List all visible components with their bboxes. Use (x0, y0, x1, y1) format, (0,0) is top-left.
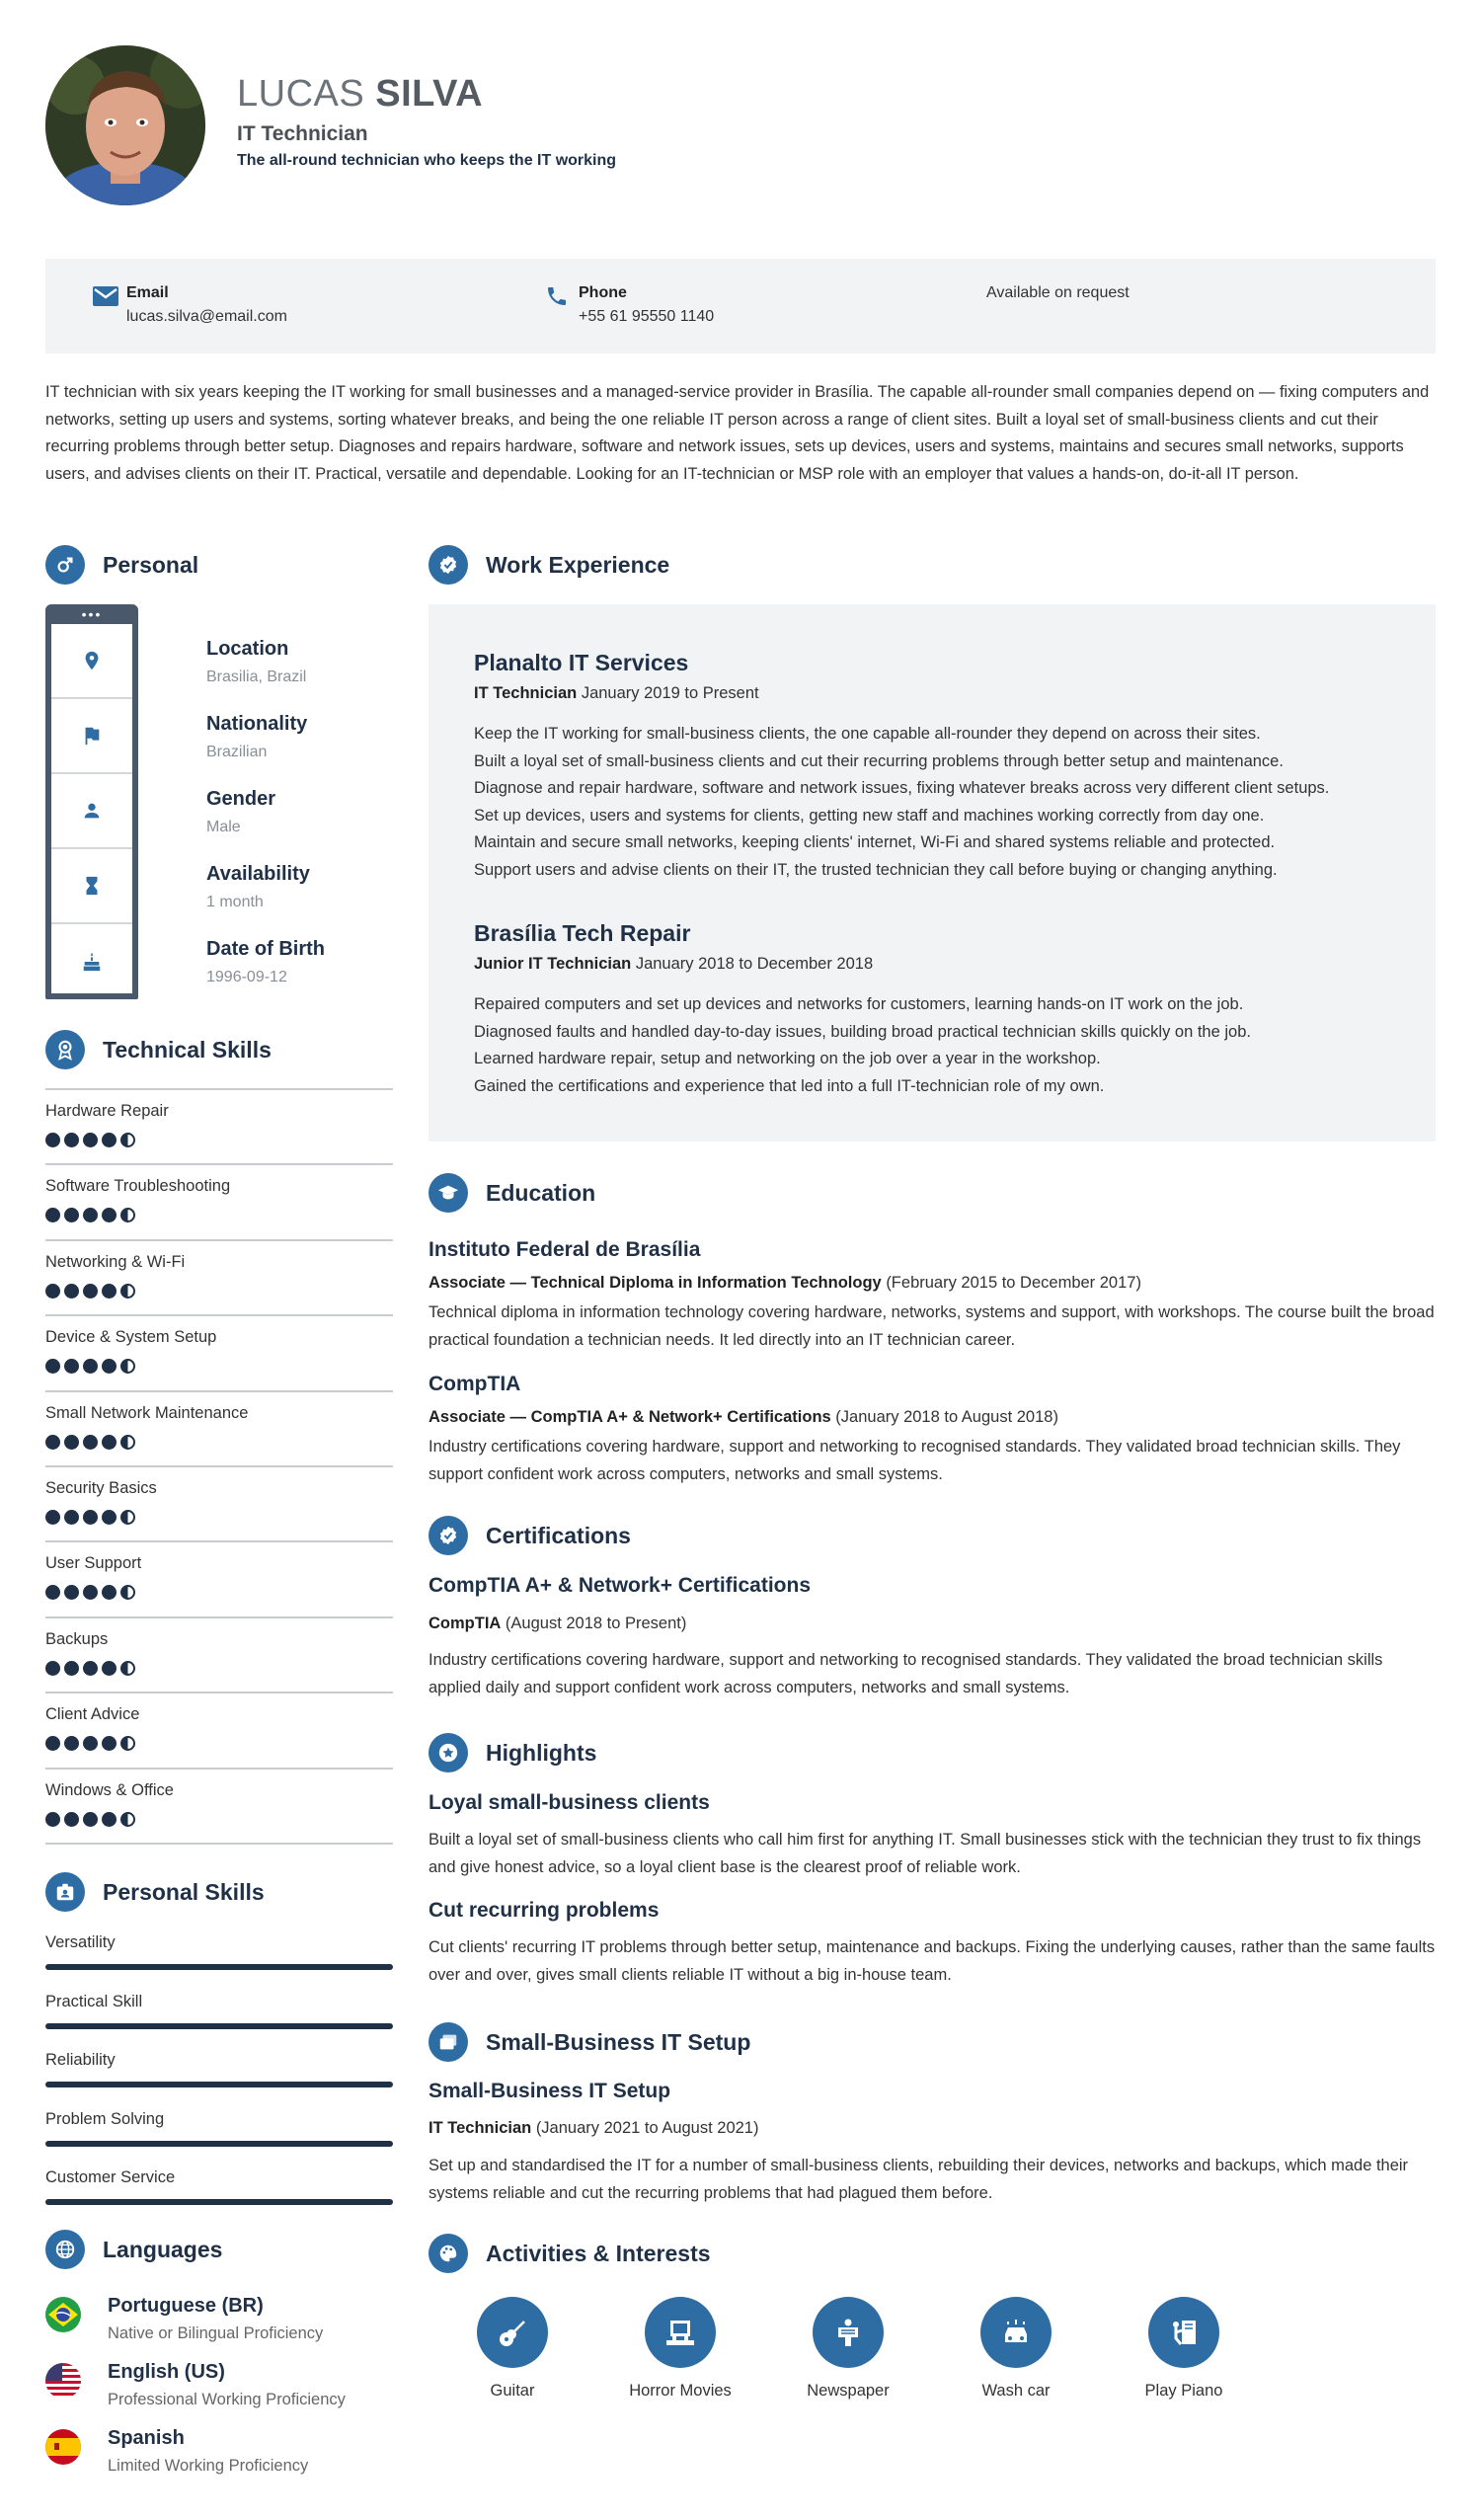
certification-title: CompTIA A+ & Network+ Certifications (429, 1574, 812, 1597)
education-school-2: CompTIA (429, 1373, 521, 1395)
personal-skill-row (45, 2168, 393, 2205)
spain-flag-icon (45, 2429, 81, 2465)
rating-dot (83, 1208, 98, 1222)
personal-skill-bar (45, 2199, 393, 2205)
rating-half-dot (120, 1736, 135, 1751)
rating-dot (64, 1736, 79, 1751)
rating-dot (45, 1284, 60, 1299)
technical-skill-row (45, 1616, 393, 1676)
rating-dot (102, 1435, 117, 1450)
highlight-desc-2: Cut clients' recurring IT problems through better setup, maintenance and backups. Fixing the underlying causes, rather than the same faults over and over, gives small clients reliable IT without a big in-house team. (429, 1938, 1436, 1984)
job-title: IT Technician (237, 122, 368, 145)
skill-name: User Support (45, 1554, 142, 1573)
rating-dot (64, 1359, 79, 1374)
education-school-1: Instituto Federal de Brasília (429, 1238, 701, 1261)
location-pin-icon (51, 624, 132, 699)
car-wash-icon (980, 2297, 1052, 2368)
rating-half-dot (120, 1359, 135, 1374)
star-badge-icon (429, 1733, 468, 1772)
personal-location: Location Brasilia, Brazil (206, 638, 307, 685)
personal-skill-name: Problem Solving (45, 2109, 165, 2128)
technical-skill-row (45, 1088, 393, 1147)
hourglass-icon (51, 849, 132, 924)
job-company: Planalto IT Services (474, 650, 689, 675)
piano-icon (1148, 2297, 1219, 2368)
skill-rating-dots (45, 1661, 393, 1676)
phone-value[interactable]: +55 61 95550 1140 (579, 308, 715, 325)
rating-dot (102, 1284, 117, 1299)
availability-note: Available on request (986, 284, 1130, 301)
skill-rating-dots (45, 1208, 393, 1222)
rating-half-dot (120, 1435, 135, 1450)
personal-skill-name: Versatility (45, 1933, 116, 1951)
rating-dot (102, 1359, 117, 1374)
personal-skill-bar (45, 1964, 393, 1970)
personal-availability: Availability 1 month (206, 863, 310, 910)
skill-name: Hardware Repair (45, 1102, 169, 1120)
rating-half-dot (120, 1661, 135, 1676)
resume-header (45, 45, 1436, 203)
rating-half-dot (120, 1284, 135, 1299)
work-experience-panel (429, 604, 1436, 1142)
rating-dot (45, 1585, 60, 1600)
job-meta: IT Technician January 2019 to Present (474, 684, 759, 702)
rating-dot (102, 1585, 117, 1600)
rating-dot (45, 1359, 60, 1374)
globe-icon (45, 2230, 85, 2269)
technical-skill-row (45, 1768, 393, 1827)
rating-dot (83, 1284, 98, 1299)
skill-name: Networking & Wi-Fi (45, 1252, 186, 1271)
skill-name: Security Basics (45, 1479, 157, 1497)
rating-half-dot (120, 1208, 135, 1222)
skill-rating-dots (45, 1585, 393, 1600)
id-badge-icon (45, 1872, 85, 1912)
rating-dot (83, 1133, 98, 1147)
skill-rating-dots (45, 1510, 393, 1525)
rating-dot (83, 1359, 98, 1374)
personal-info-panel (45, 604, 325, 999)
rating-dot (102, 1661, 117, 1676)
rating-half-dot (120, 1510, 135, 1525)
certification-meta: CompTIA (August 2018 to Present) (429, 1614, 687, 1632)
personal-nationality: Nationality Brazilian (206, 713, 308, 760)
rating-dot (64, 1133, 79, 1147)
highlight-title-1: Loyal small-business clients (429, 1791, 710, 1814)
rating-dot (64, 1435, 79, 1450)
rating-dot (64, 1284, 79, 1299)
us-flag-icon (45, 2363, 81, 2399)
graduation-cap-icon (429, 1173, 468, 1213)
email-value[interactable]: lucas.silva@email.com (126, 308, 287, 325)
movie-icon (645, 2297, 716, 2368)
job-planalto (474, 650, 1402, 884)
email-label: Email (126, 284, 169, 301)
contact-band (45, 259, 1436, 354)
rating-dot (102, 1208, 117, 1222)
rating-dot (102, 1133, 117, 1147)
rating-dot (45, 1736, 60, 1751)
job-bullets: Repaired computers and set up devices and networks for customers, learning hands-on IT work on the job. Diagnosed faults and handled day-to-day issues, building broad practical technician skills quickly on the job. Learned hardware repair, setup and networking on the job over a year in the workshop. Gained the certifications and experience that led into a full IT-technician role of my own. (474, 995, 1251, 1095)
personal-skill-bar (45, 2141, 393, 2147)
education-desc-1: Technical diploma in information technology covering hardware, networks, systems and support, with workshops. The course built the broad practical foundation a technician needs. It led directly into an IT technician career. (429, 1303, 1435, 1349)
rating-dot (83, 1435, 98, 1450)
palette-icon (429, 2234, 468, 2273)
personal-skill-name: Reliability (45, 2051, 116, 2069)
verified-badge-icon (429, 545, 468, 585)
rating-dot (102, 1510, 117, 1525)
activity-horror-movies: Horror Movies (616, 2297, 744, 2401)
rating-dot (64, 1510, 79, 1525)
job-meta: Junior IT Technician January 2018 to December 2018 (474, 955, 874, 973)
personal-heading: Personal (45, 545, 198, 585)
rating-dot (45, 1133, 60, 1147)
activity-guitar: Guitar (448, 2297, 577, 2401)
personal-skill-bar (45, 2023, 393, 2029)
skill-name: Software Troubleshooting (45, 1177, 231, 1196)
candidate-name: LUCAS SILVA (237, 73, 484, 115)
technical-skill-row (45, 1314, 393, 1374)
personal-skill-row (45, 1933, 393, 1970)
rating-dot (102, 1736, 117, 1751)
rating-half-dot (120, 1812, 135, 1827)
personal-skill-bar (45, 2082, 393, 2087)
technical-skill-row (45, 1239, 393, 1299)
technical-skill-row (45, 1163, 393, 1222)
tagline: The all-round technician who keeps the IT working (237, 152, 617, 169)
activity-newspaper: Newspaper (784, 2297, 912, 2401)
skill-name: Client Advice (45, 1705, 140, 1724)
rating-dot (102, 1812, 117, 1827)
project-meta: IT Technician (January 2021 to August 2021) (429, 2119, 759, 2137)
flag-icon (51, 699, 132, 774)
skill-rating-dots (45, 1133, 393, 1147)
education-heading: Education (429, 1173, 595, 1213)
personal-skill-row (45, 1993, 393, 2029)
certifications-heading: Certifications (429, 1516, 631, 1555)
rating-dot (64, 1585, 79, 1600)
rating-dot (64, 1812, 79, 1827)
highlight-title-2: Cut recurring problems (429, 1899, 660, 1922)
personal-skill-name: Practical Skill (45, 1992, 143, 2010)
birthday-cake-icon (51, 924, 132, 999)
guitar-icon (477, 2297, 548, 2368)
education-desc-2: Industry certifications covering hardware, support and networking to recognised standards. They validated broad technician skills. They support confident work across computers, networks and small systems. (429, 1438, 1401, 1483)
professional-summary: IT technician with six years keeping the IT working for small businesses and a managed-service provider in Brasília. The capable all-rounder small companies depend on — fixing computers and networks, setting up users and systems, sorting whatever breaks, and being the one reliable IT person across a range of client sites. Built a loyal set of small-business clients and cut their recurring problems through better setup. Diagnoses and repairs hardware, software and network issues, sets up devices, users and systems, maintains and secures small networks, supports users, and advises clients on their IT. Practical, versatile and dependable. Looking for an IT-technician or MSP role with an employer that values a hands-on, do-it-all IT person. (45, 383, 1430, 483)
education-degree-2: Associate — CompTIA A+ & Network+ Certifications (January 2018 to August 2018) (429, 1408, 1058, 1426)
work-experience-heading: Work Experience (429, 545, 669, 585)
skill-name: Windows & Office (45, 1780, 174, 1799)
male-symbol-icon (45, 545, 85, 585)
person-icon (51, 774, 132, 849)
project-desc: Set up and standardised the IT for a number of small-business clients, rebuilding their devices, networks and backups, which made their systems reliable and cut the recurring problems that had plagued them before. (429, 2157, 1409, 2202)
rating-dot (64, 1661, 79, 1676)
award-ribbon-icon (45, 1030, 85, 1069)
certification-desc: Industry certifications covering hardware, support and networking to recognised standards. They validated the broad technician skills applied daily and support confident work across computers, networks and small systems. (429, 1651, 1383, 1696)
skill-name: Backups (45, 1629, 109, 1648)
folder-stack-icon (429, 2022, 468, 2062)
technical-skill-row (45, 1692, 393, 1751)
skill-rating-dots (45, 1435, 393, 1450)
personal-skill-row (45, 2110, 393, 2147)
skill-rating-dots (45, 1736, 393, 1751)
rating-dot (45, 1661, 60, 1676)
technical-skills-heading: Technical Skills (45, 1030, 272, 1069)
rating-dot (83, 1812, 98, 1827)
rating-half-dot (120, 1133, 135, 1147)
highlight-desc-1: Built a loyal set of small-business clients who call him first for anything IT. Small businesses stick with the technician they trust to fix things and give honest advice, so a loyal client base is the clearest proof of reliable work. (429, 1831, 1422, 1876)
rating-dot (83, 1510, 98, 1525)
job-bullets: Keep the IT working for small-business clients, the one capable all-rounder they depend on across their sites. Built a loyal set of small-business clients and cut their recurring problems through better setup and maintenance. Diagnose and repair hardware, software and network issues, fixing whatever breaks across very different client setups. Set up devices, users and systems for clients, getting new staff and machines working correctly from day one. Maintain and secure small networks, keeping clients' internet, Wi-Fi and shared systems reliable and protected. Support users and advise clients on their IT, the trusted technician they call before buying or changing anything. (474, 725, 1330, 879)
email-icon (93, 286, 118, 306)
languages-heading: Languages (45, 2230, 222, 2269)
activity-wash-car: Wash car (952, 2297, 1080, 2401)
personal-skills-heading: Personal Skills (45, 1872, 265, 1912)
education-degree-1: Associate — Technical Diploma in Information Technology (February 2015 to December 2017) (429, 1274, 1141, 1292)
panel-dots-icon: ••• (81, 606, 103, 622)
rating-dot (45, 1208, 60, 1222)
rating-dot (83, 1585, 98, 1600)
skill-rating-dots (45, 1812, 393, 1827)
skill-rating-dots (45, 1359, 393, 1374)
rating-dot (45, 1812, 60, 1827)
phone-icon (545, 284, 569, 308)
skill-name: Device & System Setup (45, 1328, 217, 1347)
personal-gender: Gender Male (206, 788, 276, 835)
project-heading: Small-Business IT Setup (429, 2022, 750, 2062)
job-company: Brasília Tech Repair (474, 920, 691, 946)
rating-dot (83, 1661, 98, 1676)
technical-skill-row (45, 1465, 393, 1525)
skill-name: Small Network Maintenance (45, 1403, 249, 1422)
job-brasilia-tech (474, 920, 1402, 1100)
project-title: Small-Business IT Setup (429, 2080, 671, 2102)
personal-dob: Date of Birth 1996-09-12 (206, 938, 325, 985)
profile-photo (45, 45, 205, 205)
personal-skill-row (45, 2051, 393, 2087)
rating-half-dot (120, 1585, 135, 1600)
highlights-heading: Highlights (429, 1733, 596, 1772)
skill-rating-dots (45, 1284, 393, 1299)
technical-skill-row (45, 1540, 393, 1600)
activity-play-piano: Play Piano (1120, 2297, 1248, 2401)
rating-dot (45, 1510, 60, 1525)
brazil-flag-icon (45, 2297, 81, 2332)
rating-dot (45, 1435, 60, 1450)
rating-dot (64, 1208, 79, 1222)
rating-dot (83, 1736, 98, 1751)
newspaper-icon (813, 2297, 884, 2368)
skills-divider (45, 1843, 393, 1845)
activities-heading: Activities & Interests (429, 2234, 711, 2273)
personal-skill-name: Customer Service (45, 2168, 176, 2186)
phone-label: Phone (579, 284, 627, 301)
certificate-check-icon (429, 1516, 468, 1555)
technical-skill-row (45, 1390, 393, 1450)
